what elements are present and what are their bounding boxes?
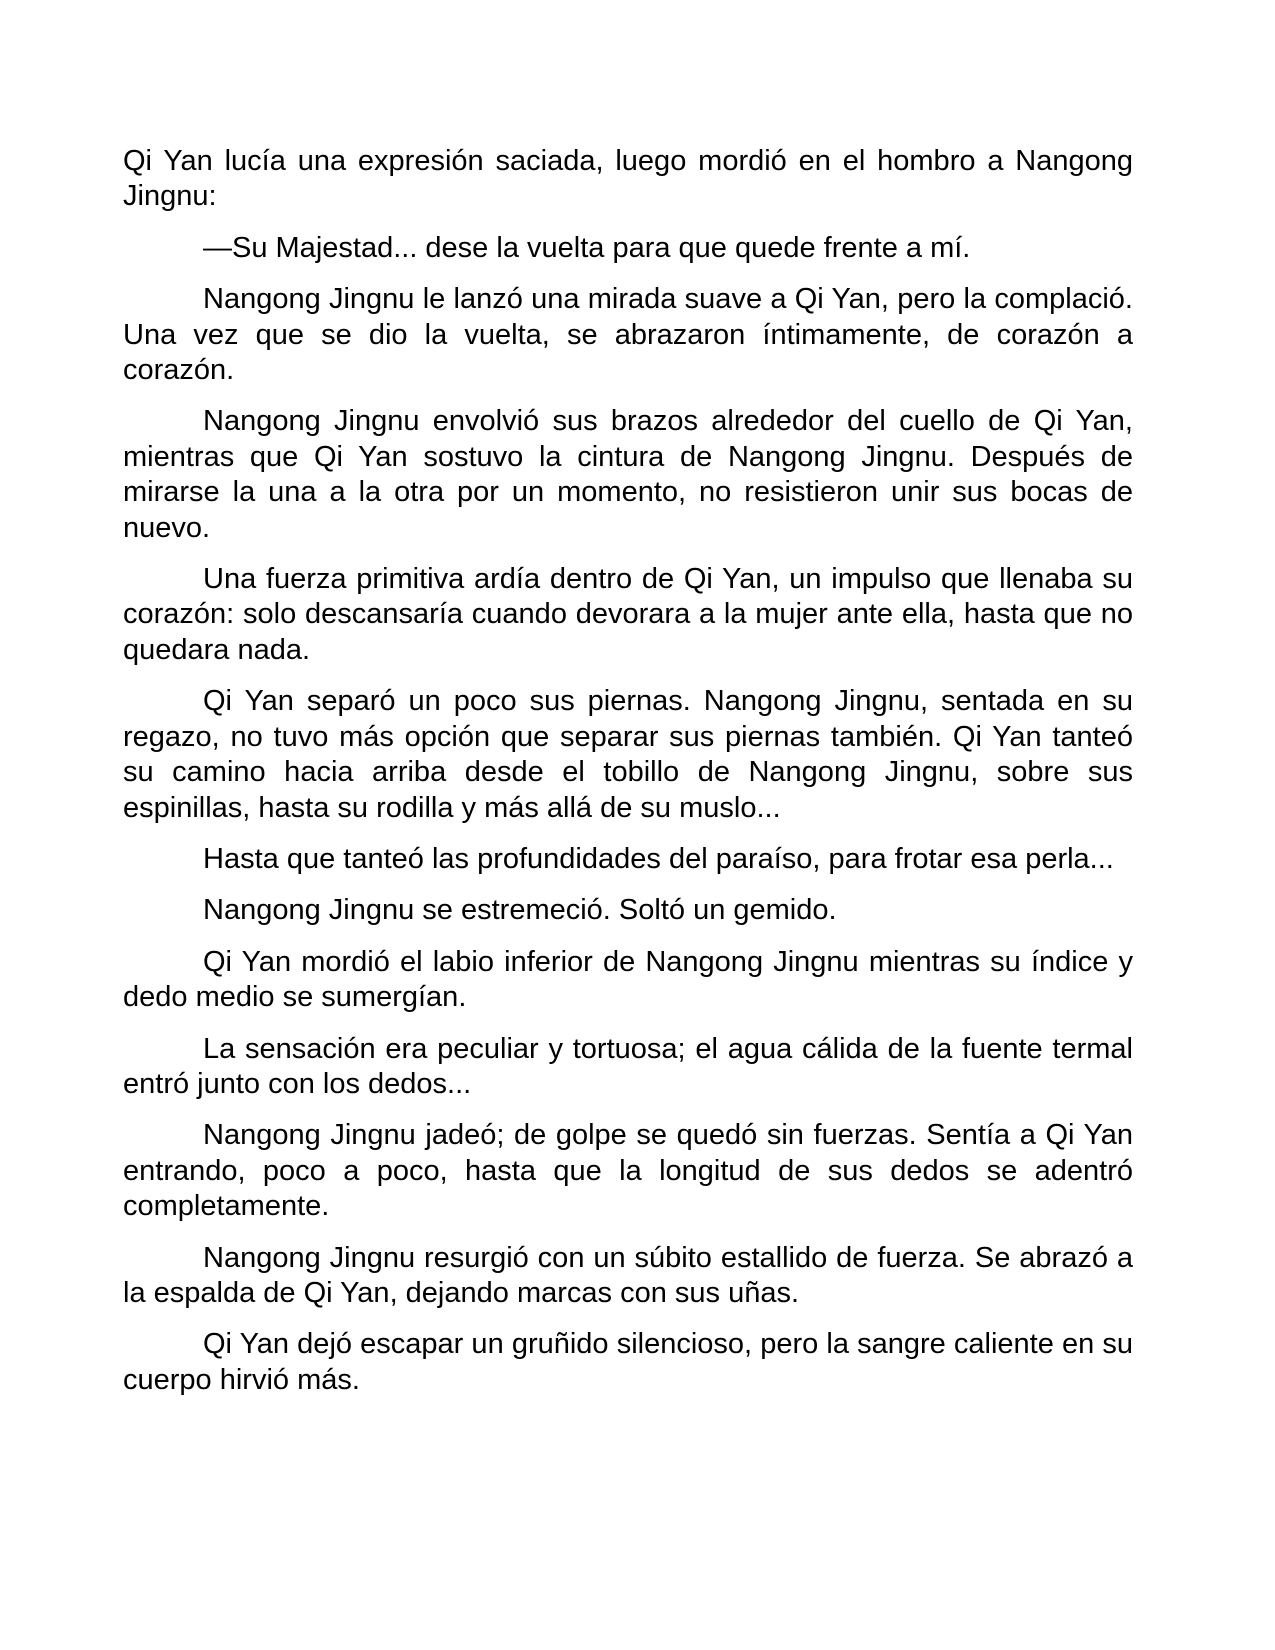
paragraph-1: Qi Yan lucía una expresión saciada, luego mordió en el hombro a Nangong Jingnu: bbox=[123, 145, 1133, 213]
paragraph-10: La sensación era peculiar y tortuosa; el agua cálida de la fuente termal entró junto con los dedos... bbox=[123, 1032, 1133, 1100]
paragraph-7: Hasta que tanteó las profundidades del paraíso, para frotar esa perla... bbox=[203, 842, 1114, 875]
paragraph-12: Nangong Jingnu resurgió con un súbito estallido de fuerza. Se abrazó a la espalda de Qi Yan, dejando marcas con sus uñas. bbox=[123, 1241, 1133, 1309]
document-page bbox=[123, 144, 1133, 1414]
paragraph-6: Qi Yan separó un poco sus piernas. Nangong Jingnu, sentada en su regazo, no tuvo más opción que separar sus piernas también. Qi Yan tanteó su camino hacia arriba desde el tobillo de Nangong Jingnu, sobre sus espinillas, hasta su rodilla y más allá de su muslo... bbox=[123, 685, 1133, 824]
paragraph-4: Nangong Jingnu envolvió sus brazos alrededor del cuello de Qi Yan, mientras que Qi Yan sostuvo la cintura de Nangong Jingnu. Después de mirarse la una a la otra por un momento, no resistieron unir sus bocas de nuevo. bbox=[123, 405, 1133, 544]
paragraph-3: Nangong Jingnu le lanzó una mirada suave a Qi Yan, pero la complació. Una vez que se dio la vuelta, se abrazaron íntimamente, de corazón a corazón. bbox=[123, 283, 1133, 387]
paragraph-2: —Su Majestad... dese la vuelta para que quede frente a mí. bbox=[203, 231, 971, 264]
paragraph-5: Una fuerza primitiva ardía dentro de Qi Yan, un impulso que llenaba su corazón: solo descansaría cuando devorara a la mujer ante ella, hasta que no quedara nada. bbox=[123, 563, 1133, 666]
paragraph-11: Nangong Jingnu jadeó; de golpe se quedó sin fuerzas. Sentía a Qi Yan entrando, poco a poco, hasta que la longitud de sus dedos se adentró completamente. bbox=[123, 1119, 1133, 1223]
paragraph-8: Nangong Jingnu se estremeció. Soltó un gemido. bbox=[203, 894, 837, 927]
paragraph-13: Qi Yan dejó escapar un gruñido silencioso, pero la sangre caliente en su cuerpo hirvió más. bbox=[123, 1328, 1133, 1396]
paragraph-9: Qi Yan mordió el labio inferior de Nangong Jingnu mientras su índice y dedo medio se sumergían. bbox=[123, 945, 1133, 1014]
